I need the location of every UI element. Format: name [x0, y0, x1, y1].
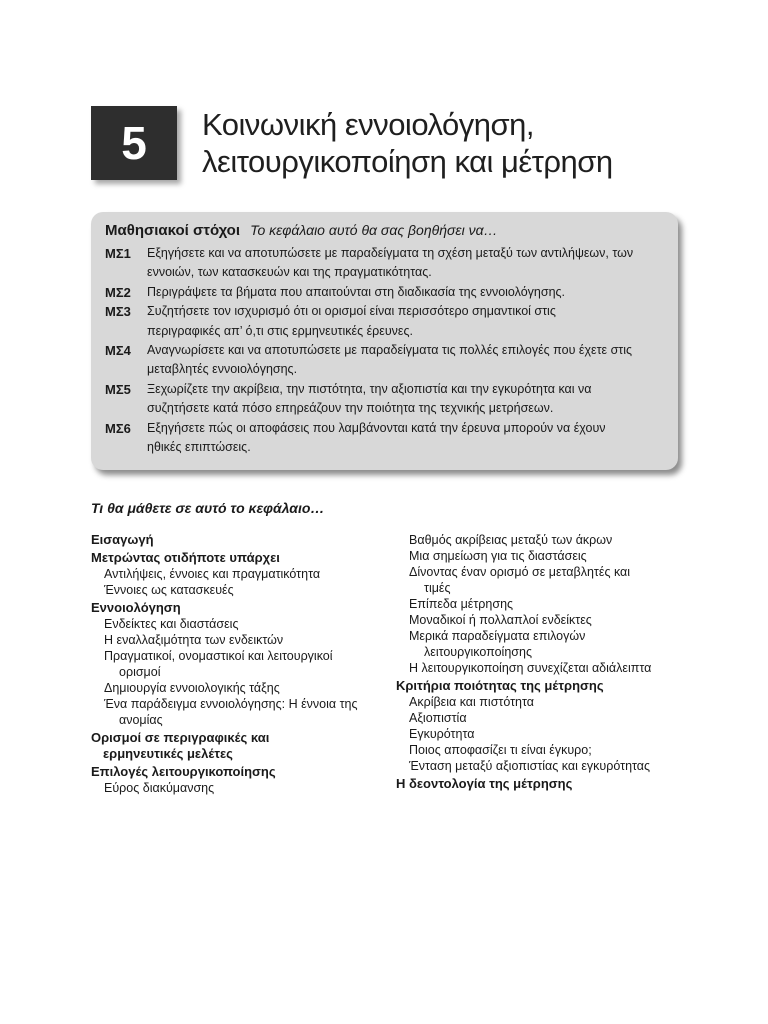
chapter-title-line-2: λειτουργικοποίηση και μέτρηση	[202, 144, 613, 179]
learning-objective-text	[147, 341, 664, 380]
toc-entry-text: Εισαγωγή	[91, 532, 154, 547]
toc-entry-text: Ποιος αποφασίζει τι είναι έγκυρο;	[409, 743, 592, 757]
toc-subsection	[396, 742, 686, 758]
learning-objectives-box	[91, 212, 678, 470]
learning-objective-line: Συζητήσετε τον ισχυρισμό ότι οι ορισμοί είναι περισσότερο σημαντικοί στις	[147, 304, 556, 319]
toc-section-heading	[91, 730, 381, 762]
chapter-contents-right-column	[396, 532, 686, 792]
toc-entry-text: Πραγματικοί, ονομαστικοί και λειτουργικοί	[104, 649, 333, 663]
learning-objective-text	[147, 419, 664, 458]
learning-objective-item	[105, 244, 664, 283]
toc-subsection	[396, 694, 686, 710]
toc-entry-text: Δίνοντας έναν ορισμό σε μεταβλητές και	[409, 565, 631, 579]
toc-entry-text: Επιλογές λειτουργικοποίησης	[91, 764, 276, 779]
learning-objective-item	[105, 419, 664, 458]
learning-objective-item	[105, 380, 664, 419]
learning-objective-code: ΜΣ6	[105, 420, 131, 436]
chapter-number-box	[91, 106, 177, 180]
toc-entry-text: Δημιουργία εννοιολογικής τάξης	[104, 681, 280, 695]
learning-objective-item	[105, 283, 664, 302]
learning-objective-line: Εξηγήσετε πώς οι αποφάσεις που λαμβάνονται κατά την έρευνα μπορούν να έχουν	[147, 420, 606, 435]
toc-entry-text: Αξιοπιστία	[409, 711, 467, 725]
learning-objective-text	[147, 302, 664, 341]
toc-entry-text: Μετρώντας οτιδήποτε υπάρχει	[91, 550, 280, 565]
toc-subsection	[396, 758, 686, 774]
toc-subsection	[91, 582, 381, 598]
learning-objective-text	[147, 244, 664, 283]
toc-entry-continuation: τιμές	[424, 581, 451, 595]
learning-objectives-header	[105, 220, 664, 241]
learning-objective-line: Εξηγήσετε και να αποτυπώσετε με παραδείγματα τη σχέση μεταξύ των αντιλήψεων, των	[147, 246, 634, 260]
learning-objectives-title: Μαθησιακοί στόχοι	[105, 222, 240, 239]
toc-subsection	[91, 566, 381, 582]
toc-section-heading	[91, 764, 381, 780]
learning-objective-text	[147, 380, 664, 419]
learning-objective-line: Περιγράψετε τα βήματα που απαιτούνται στη διαδικασία της εννοιολόγησης.	[147, 284, 566, 299]
toc-entry-text: Βαθμός ακρίβειας μεταξύ των άκρων	[409, 533, 613, 547]
toc-section-heading	[91, 600, 381, 616]
toc-subsection	[396, 628, 686, 660]
toc-entry-continuation: λειτουργικοποίησης	[424, 645, 532, 659]
toc-entry-text: Επίπεδα μέτρησης	[409, 597, 514, 611]
toc-subsection	[396, 660, 686, 676]
toc-subsection	[91, 648, 381, 680]
chapter-contents-left-column	[91, 530, 381, 796]
learning-objective-item	[105, 302, 664, 341]
toc-subsection	[91, 680, 381, 696]
toc-entry-text: Εννοιολόγηση	[91, 600, 181, 615]
toc-subsection	[91, 616, 381, 632]
learning-objective-line: εννοιών, των κατασκευών και της πραγματικότητας.	[147, 265, 432, 280]
toc-subsection	[91, 632, 381, 648]
toc-entry-text: Η λειτουργικοποίηση συνεχίζεται αδιάλειπτα	[409, 661, 652, 675]
learning-objectives-subtitle: Το κεφάλαιο αυτό θα σας βοηθήσει να…	[250, 222, 498, 238]
chapter-title-line-1: Κοινωνική εννοιολόγηση,	[202, 107, 534, 142]
toc-entry-continuation: ορισμοί	[119, 665, 161, 679]
chapter-title	[202, 106, 682, 180]
toc-entry-text: Αντιλήψεις, έννοιες και πραγματικότητα	[104, 567, 321, 581]
learning-objective-code: ΜΣ4	[105, 343, 131, 359]
learning-objective-line: Ξεχωρίζετε την ακρίβεια, την πιστότητα, την αξιοπιστία και την εγκυρότητα και να	[147, 381, 592, 396]
learning-objective-line: μεταβλητές εννοιολόγησης.	[147, 362, 298, 377]
toc-subsection	[396, 726, 686, 742]
toc-section-heading	[396, 678, 686, 694]
toc-entry-text: Ορισμοί σε περιγραφικές και	[91, 730, 270, 745]
learning-objective-line: Αναγνωρίσετε και να αποτυπώσετε με παραδείγματα τις πολλές επιλογές που έχετε στις	[147, 343, 633, 358]
chapter-number: 5	[121, 117, 147, 169]
learning-objectives-list	[105, 244, 664, 457]
learning-objective-line: περιγραφικές απ’ ό,τι στις ερμηνευτικές έρευνες.	[147, 323, 413, 338]
toc-section-heading	[91, 532, 381, 548]
toc-subsection	[396, 532, 686, 548]
toc-subsection	[396, 710, 686, 726]
toc-subsection	[91, 696, 381, 728]
toc-entry-text: Ακρίβεια και πιστότητα	[409, 695, 534, 709]
toc-entry-text: Ένταση μεταξύ αξιοπιστίας και εγκυρότητας	[409, 759, 651, 773]
toc-entry-continuation: ανομίας	[119, 713, 163, 727]
toc-entry-text: Κριτήρια ποιότητας της μέτρησης	[396, 678, 604, 693]
toc-entry-text: Έννοιες ως κατασκευές	[104, 583, 234, 597]
toc-section-heading	[91, 550, 381, 566]
toc-entry-text: Μοναδικοί ή πολλαπλοί ενδείκτες	[409, 613, 592, 627]
learning-objective-item	[105, 341, 664, 380]
learning-objective-code: ΜΣ3	[105, 304, 131, 320]
toc-subsection	[91, 780, 381, 796]
toc-subsection	[396, 564, 686, 596]
toc-entry-text: Ενδείκτες και διαστάσεις	[104, 617, 239, 631]
toc-entry-text: Ένα παράδειγμα εννοιολόγησης: Η έννοια της	[104, 697, 358, 711]
learning-objective-line: ηθικές επιπτώσεις.	[147, 440, 251, 455]
chapter-contents-heading: Τι θα μάθετε σε αυτό το κεφάλαιο…	[91, 500, 325, 516]
toc-entry-text: Η δεοντολογία της μέτρησης	[396, 776, 573, 791]
learning-objective-line: συζητήσετε κατά πόσο επηρεάζουν την ποιότητα της τεχνικής μετρήσεων.	[147, 401, 554, 416]
toc-entry-continuation: ερμηνευτικές μελέτες	[103, 746, 233, 761]
toc-subsection	[396, 612, 686, 628]
toc-section-heading	[396, 776, 686, 792]
toc-subsection	[396, 548, 686, 564]
learning-objective-code: ΜΣ2	[105, 284, 131, 300]
learning-objective-code: ΜΣ5	[105, 381, 131, 397]
toc-entry-text: Η εναλλαξιμότητα των ενδεικτών	[104, 633, 284, 647]
toc-entry-text: Εύρος διακύμανσης	[104, 781, 215, 795]
toc-entry-text: Μερικά παραδείγματα επιλογών	[409, 629, 586, 643]
toc-entry-text: Μια σημείωση για τις διαστάσεις	[409, 549, 587, 563]
toc-subsection	[396, 596, 686, 612]
learning-objective-code: ΜΣ1	[105, 246, 131, 261]
learning-objective-text	[147, 283, 664, 302]
toc-entry-text: Εγκυρότητα	[409, 727, 475, 741]
